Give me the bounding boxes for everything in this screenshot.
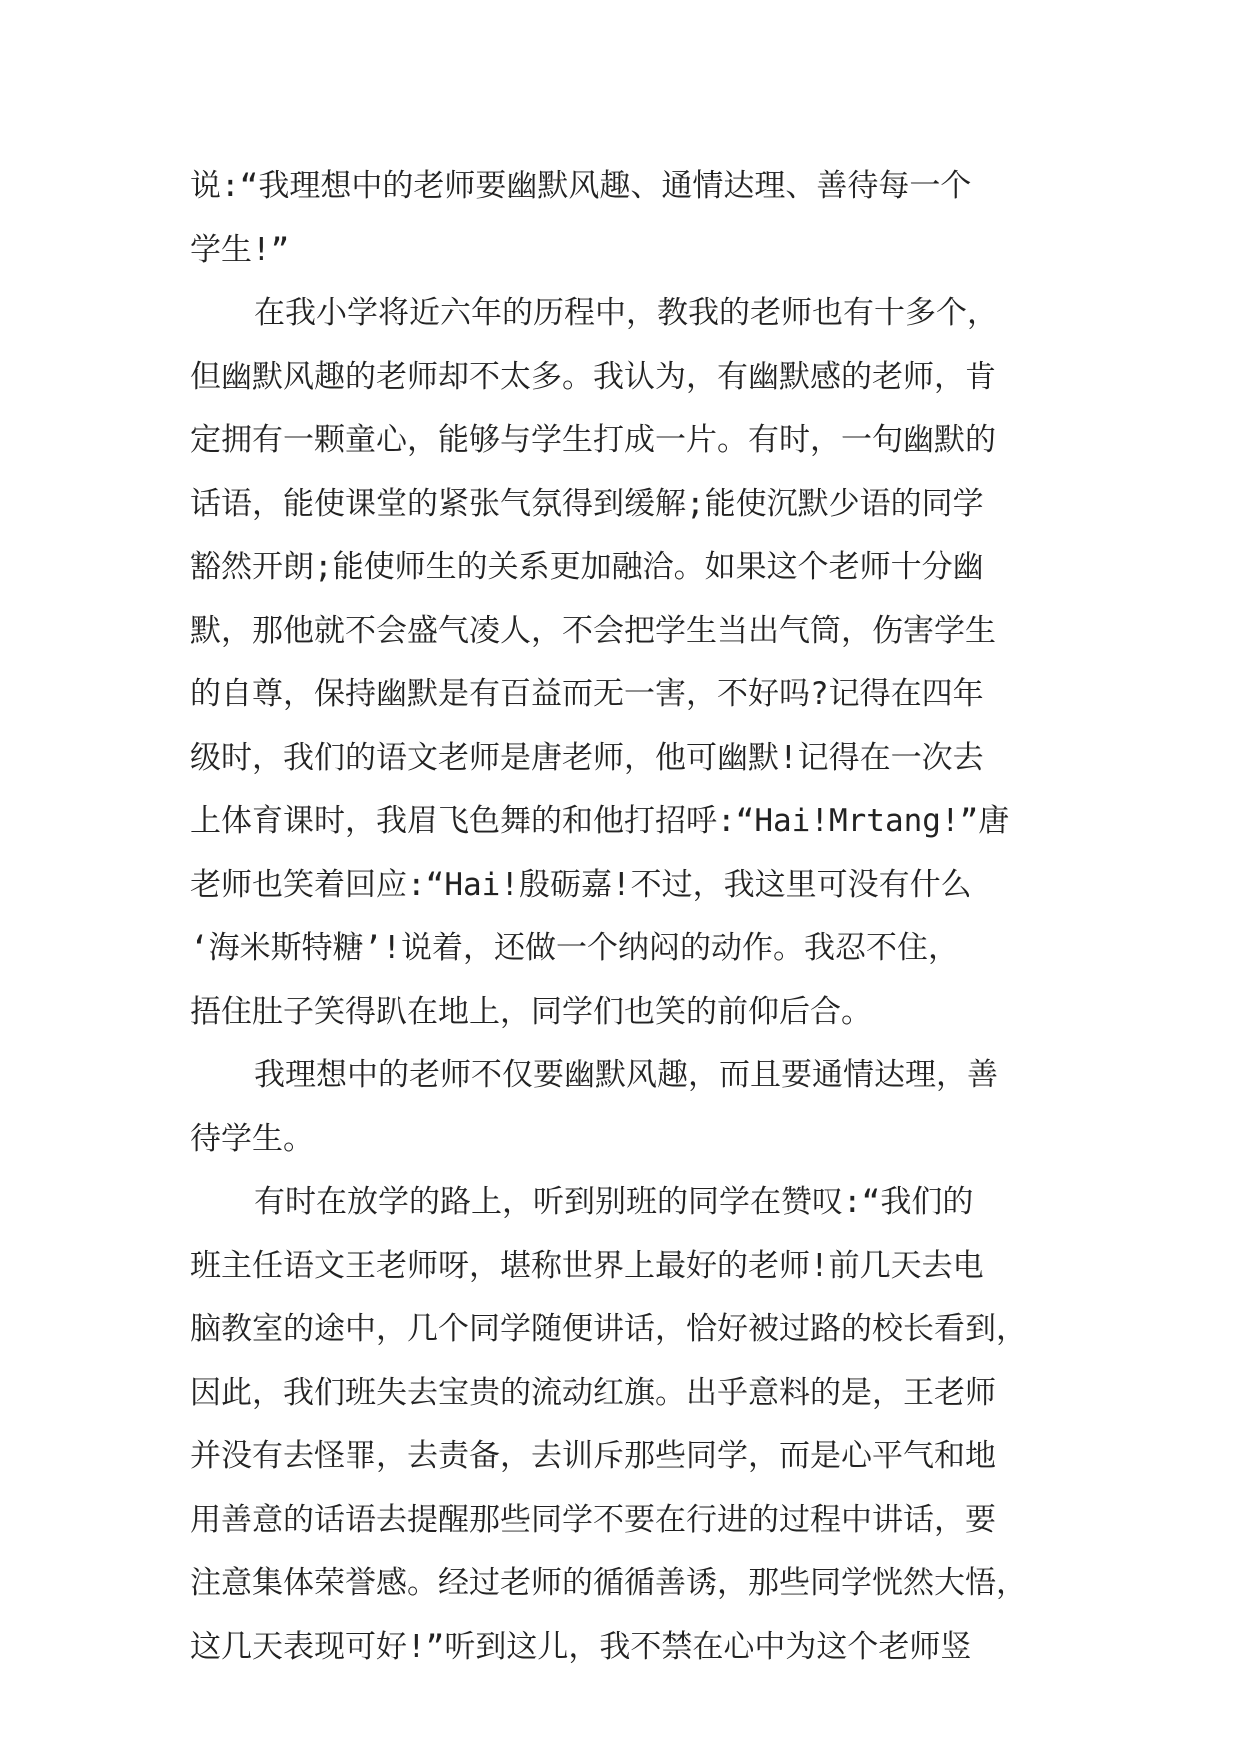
text-line: 用善意的话语去提醒那些同学不要在行进的过程中讲话，要 <box>190 1501 996 1538</box>
text-line: 学生!” <box>190 231 290 268</box>
text-line: 待学生。 <box>190 1120 314 1157</box>
text-line: 在我小学将近六年的历程中，教我的老师也有十多个， <box>254 295 998 331</box>
text-line: 但幽默风趣的老师却不太多。我认为，有幽默感的老师，肯 <box>190 358 996 395</box>
text-line: 老师也笑着回应:“Hai!殷砺嘉!不过，我这里可没有什么 <box>190 866 972 903</box>
text-line: 因此，我们班失去宝贵的流动红旗。出乎意料的是，王老师 <box>190 1374 996 1411</box>
text-line: 话语，能使课堂的紧张气氛得到缓解;能使沉默少语的同学 <box>190 485 984 522</box>
text-line: 捂住肚子笑得趴在地上，同学们也笑的前仰后合。 <box>190 993 872 1030</box>
text-line: 默，那他就不会盛气凌人，不会把学生当出气筒，伤害学生 <box>190 612 996 649</box>
text-line: 有时在放学的路上，听到别班的同学在赞叹:“我们的 <box>254 1184 974 1220</box>
text-line: 我理想中的老师不仅要幽默风趣，而且要通情达理，善 <box>254 1057 998 1093</box>
text-line: 脑教室的途中，几个同学随便讲话，恰好被过路的校长看到， <box>190 1311 1027 1347</box>
text-line: 注意集体荣誉感。经过老师的循循善诱，那些同学恍然大悟， <box>190 1565 1027 1601</box>
text-line: 说:“我理想中的老师要幽默风趣、通情达理、善待每一个 <box>190 168 972 204</box>
text-line: 的自尊，保持幽默是有百益而无一害，不好吗?记得在四年 <box>190 676 984 712</box>
text-line: 班主任语文王老师呀，堪称世界上最好的老师!前几天去电 <box>190 1247 984 1284</box>
text-line: 级时，我们的语文老师是唐老师，他可幽默!记得在一次去 <box>190 739 984 776</box>
text-line: 豁然开朗;能使师生的关系更加融洽。如果这个老师十分幽 <box>190 549 984 585</box>
text-line: ‘海米斯特糖’!说着，还做一个纳闷的动作。我忍不住， <box>190 930 959 966</box>
text-line: 这几天表现可好!”听到这儿，我不禁在心中为这个老师竖 <box>190 1628 972 1665</box>
body-text <box>190 155 1070 1679</box>
text-line: 定拥有一颗童心，能够与学生打成一片。有时，一句幽默的 <box>190 422 996 458</box>
text-line: 并没有去怪罪，去责备，去训斥那些同学，而是心平气和地 <box>190 1438 996 1474</box>
text-line: 上体育课时，我眉飞色舞的和他打招呼:“Hai!Mrtang!”唐 <box>190 803 1010 839</box>
